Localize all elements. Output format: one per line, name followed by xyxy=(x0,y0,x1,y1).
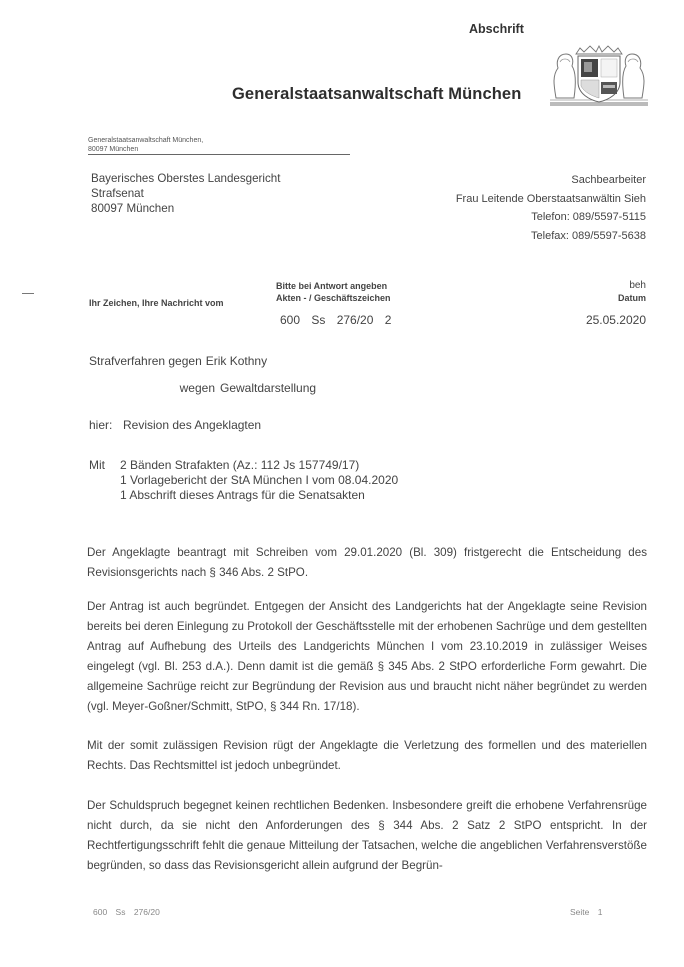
footer-file-reference: 600 Ss 276/20 xyxy=(93,907,160,917)
body-paragraph: Der Angeklagte beantragt mit Schreiben vom 29.01.2020 (Bl. 309) fristgerecht die Entscheidung des Revisionsgerichts nach § 346 Abs. 2 StPO. xyxy=(87,546,647,579)
date-value: 25.05.2020 xyxy=(585,313,646,327)
authority-title: Generalstaatsanwaltschaft München xyxy=(232,85,522,103)
contact-role: Sachbearbeiter xyxy=(571,174,646,186)
subject-line xyxy=(89,418,261,432)
file-number-label: Akten - / Geschäftszeichen xyxy=(276,293,391,303)
enclosure-item: 1 Abschrift dieses Antrags für die Senatsakten xyxy=(120,488,365,502)
enclosures-label: Mit xyxy=(89,458,105,472)
fold-mark xyxy=(22,293,34,294)
case-details xyxy=(89,348,316,402)
contact-block xyxy=(456,171,646,245)
copy-marker: Abschrift xyxy=(469,22,524,36)
recipient-line: 80097 München xyxy=(91,202,175,215)
subject-label: hier: xyxy=(89,418,113,432)
page-number: Seite 1 xyxy=(570,907,603,917)
subject-value: Revision des Angeklagten xyxy=(123,418,262,432)
body-paragraph: Der Schuldspruch begegnet keinen rechtlichen Bedenken. Insbesondere greift die erhobene Verfahrensrüge nicht durch, da sie nicht den Anforderungen des § 344 Abs. 2 Satz 2 StPO entspricht. In der Rechtfertigungsschrift fehlt die genaue Mitteilung der Tatsachen, welche die angeblichen Verfahrensverstöße begründen, so dass das Revisionsgericht allein aufgrund der Begrün- xyxy=(87,799,647,872)
contact-name: Frau Leitende Oberstaatsanwältin Sieh xyxy=(455,192,646,205)
beh-marker: beh xyxy=(629,280,646,291)
enclosure-item: 2 Bänden Strafakten (Az.: 112 Js 157749/17) xyxy=(120,458,360,472)
defendant-name: Erik Kothny xyxy=(205,354,268,368)
enclosure-item: 1 Vorlagebericht der StA München I vom 08.04.2020 xyxy=(120,473,399,487)
recipient-address xyxy=(91,171,280,216)
sender-line-1: Generalstaatsanwaltschaft München, xyxy=(88,137,204,144)
date-labels xyxy=(618,280,646,304)
date-label: Datum xyxy=(617,293,646,303)
sender-line-2: 80097 München xyxy=(88,146,139,153)
reply-instruction: Bitte bei Antwort angeben xyxy=(276,281,388,291)
our-reference-labels xyxy=(276,280,391,304)
recipient-line: Bayerisches Oberstes Landesgericht xyxy=(91,172,281,185)
sender-return-address xyxy=(88,136,203,154)
enclosures xyxy=(89,458,398,503)
contact-fax: Telefax: 089/5597-5638 xyxy=(531,229,646,242)
your-reference-label: Ihr Zeichen, Ihre Nachricht vom xyxy=(89,298,224,308)
file-number-value: 600 Ss 276/20 2 xyxy=(280,313,392,327)
coat-of-arms-icon xyxy=(548,42,650,108)
address-divider xyxy=(88,154,350,155)
charge-value: Gewaltdarstellung xyxy=(220,381,317,395)
body-paragraph: Mit der somit zulässigen Revision rügt der Angeklagte die Verletzung des formellen und des materiellen Rechts. Das Rechtsmittel ist jedoch unbegründet. xyxy=(87,739,647,772)
contact-phone: Telefon: 089/5597-5115 xyxy=(531,211,646,223)
recipient-line: Strafsenat xyxy=(91,187,144,200)
defendant-label: Strafverfahren gegen xyxy=(89,354,202,368)
charge-label: wegen xyxy=(179,381,215,395)
body-paragraph: Der Antrag ist auch begründet. Entgegen der Ansicht des Landgerichts hat der Angeklagte seine Revision bereits bei deren Einlegung zu Protokoll der Geschäftsstelle mit der erhobenen Sachrüge und dem gestellten Antrag auf Aufhebung des Urteils des Landgerichts München I vom 23.10.2019 in zulässiger Weises eingelegt (vgl. Bl. 253 d.A.). Denn damit ist die gemäß § 345 Abs. 2 StPO erforderliche Form gewahrt. Die allgemeine Sachrüge reicht zur Begründung der Revision aus und braucht nicht näher begründet zu werden (vgl. Meyer-Goßner/Schmitt, StPO, § 344 Rn. 17/18). xyxy=(87,600,647,713)
